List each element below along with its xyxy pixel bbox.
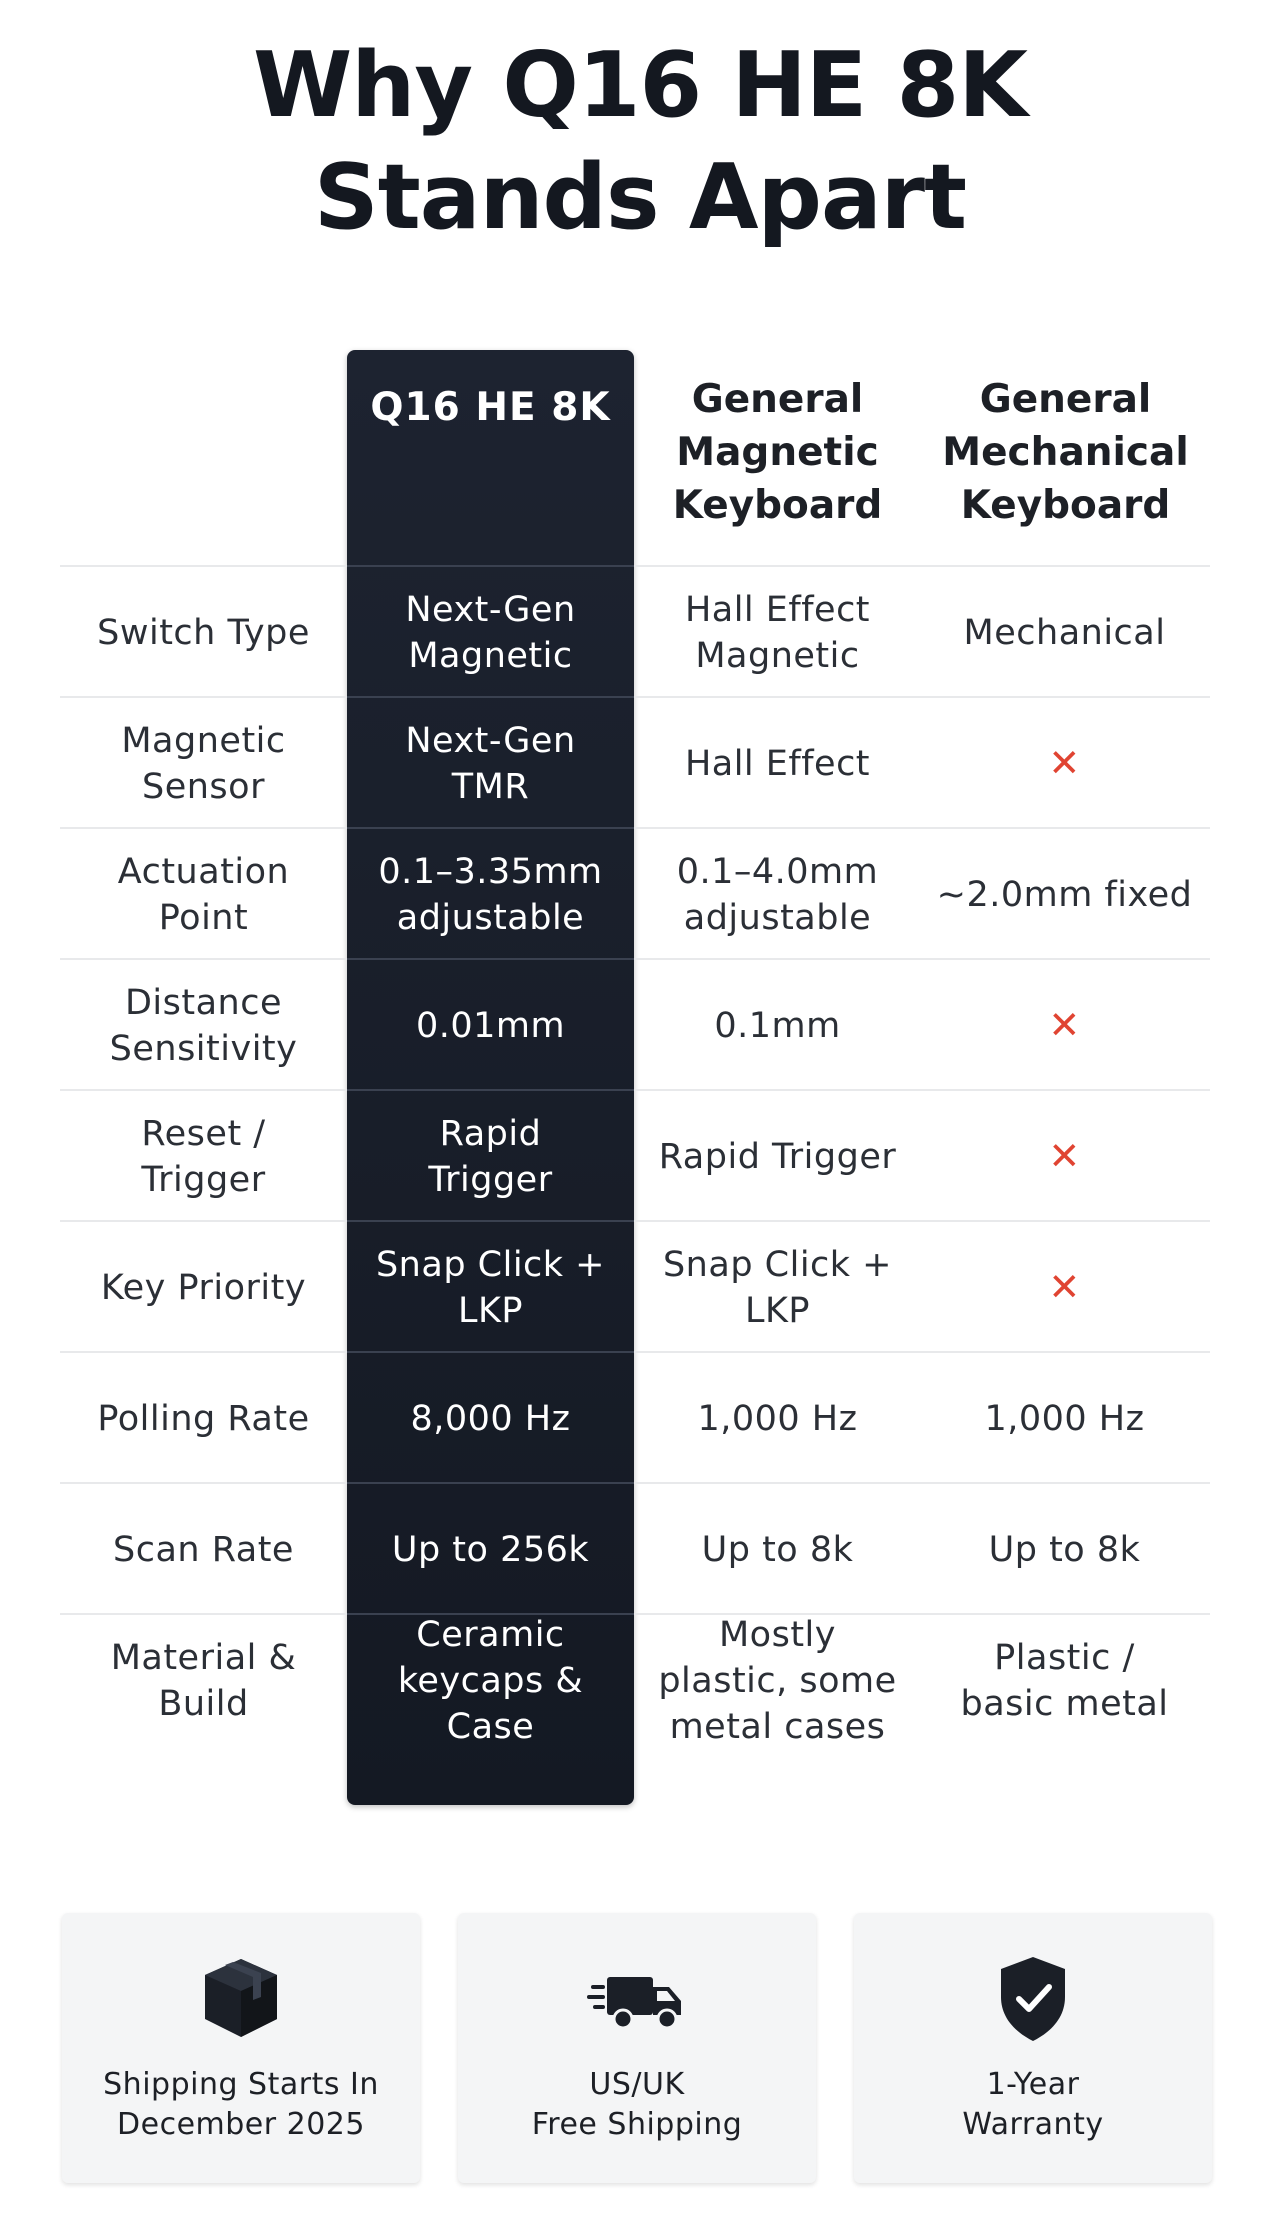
table-row <box>60 696 1210 827</box>
cell-mechanical-line: ~2.0mm fixed <box>936 874 1193 915</box>
cell-q16 <box>347 696 634 829</box>
cell-feature-line: Reset / <box>141 1113 266 1154</box>
cell-magnetic <box>634 1615 921 1746</box>
cell-q16-line: Up to 256k <box>391 1529 590 1570</box>
cell-magnetic <box>634 567 921 698</box>
column-header-mechanical-line-1: General <box>979 377 1152 422</box>
cell-q16 <box>347 1351 634 1484</box>
badge-warranty-line-1: 1-Year <box>986 2067 1080 2102</box>
cell-q16-line: Next-Gen <box>405 720 576 761</box>
column-header-mechanical <box>921 345 1210 560</box>
cell-magnetic-line: Hall Effect <box>684 743 871 784</box>
cell-q16-line: Snap Click + <box>375 1244 606 1285</box>
cell-feature-line: Polling Rate <box>97 1398 310 1439</box>
cell-q16 <box>347 1613 634 1746</box>
cell-mechanical-line: Mechanical <box>963 612 1166 653</box>
cell-feature <box>60 567 347 698</box>
column-header-magnetic <box>634 345 921 560</box>
cell-magnetic-line: Hall Effect <box>684 589 871 630</box>
cell-feature-line: Material & <box>110 1637 297 1678</box>
cell-feature-line: Point <box>158 897 249 938</box>
cell-q16-line: 0.01mm <box>415 1005 566 1046</box>
cell-magnetic-line: adjustable <box>683 897 872 938</box>
cell-magnetic <box>634 960 921 1091</box>
cell-q16-line: Rapid <box>439 1113 542 1154</box>
cell-q16-line: Trigger <box>428 1159 553 1200</box>
table-row <box>60 1089 1210 1220</box>
page-title <box>0 30 1280 254</box>
cell-feature-line: Sensitivity <box>109 1028 298 1069</box>
cell-feature <box>60 960 347 1091</box>
shield-check-icon <box>854 1953 1212 2048</box>
cell-mechanical-line: 1,000 Hz <box>984 1398 1145 1439</box>
title-line-2: Stands Apart <box>313 145 967 250</box>
cell-q16-line: Ceramic <box>416 1614 565 1655</box>
cell-feature-line: Distance <box>124 982 283 1023</box>
cell-q16-line: 8,000 Hz <box>410 1398 571 1439</box>
table-row <box>60 1613 1210 1747</box>
not-supported-icon: ✕ <box>1048 1002 1081 1047</box>
not-supported-icon: ✕ <box>1048 1133 1081 1178</box>
cell-magnetic-line: 0.1mm <box>714 1005 841 1046</box>
benefit-badges <box>62 1913 1212 2183</box>
column-header-mechanical-line-3: Keyboard <box>960 483 1171 528</box>
cell-feature-line: Trigger <box>141 1159 266 1200</box>
cell-q16 <box>347 958 634 1091</box>
cell-magnetic <box>634 1222 921 1353</box>
cell-feature <box>60 1353 347 1484</box>
cell-mechanical-line: Up to 8k <box>988 1529 1141 1570</box>
table-row <box>60 565 1210 696</box>
cell-mechanical <box>921 1091 1208 1222</box>
delivery-truck-icon <box>458 1953 816 2048</box>
column-header-magnetic-line-1: General <box>691 377 864 422</box>
cell-q16 <box>347 1089 634 1222</box>
cell-magnetic <box>634 1484 921 1615</box>
cell-magnetic-line: 1,000 Hz <box>697 1398 858 1439</box>
badge-warranty-line-2: Warranty <box>962 2107 1104 2142</box>
badge-shipping-date-line-1: Shipping Starts In <box>103 2067 379 2102</box>
column-header-mechanical-line-2: Mechanical <box>942 430 1189 475</box>
cell-feature <box>60 829 347 960</box>
cell-feature-line: Key Priority <box>100 1267 307 1308</box>
table-row <box>60 1220 1210 1351</box>
cell-feature-line: Switch Type <box>97 612 310 653</box>
title-line-1: Why Q16 HE 8K <box>253 33 1027 138</box>
table-row <box>60 958 1210 1089</box>
cell-feature <box>60 1091 347 1222</box>
cell-feature-line: Build <box>158 1683 249 1724</box>
cell-magnetic-line: Up to 8k <box>701 1529 854 1570</box>
cell-q16 <box>347 1482 634 1615</box>
column-header-q16 <box>347 345 634 560</box>
cell-q16-line: Magnetic <box>408 635 573 676</box>
cell-mechanical <box>921 829 1208 960</box>
cell-feature-line: Magnetic <box>121 720 286 761</box>
cell-mechanical <box>921 960 1208 1091</box>
cell-magnetic-line: metal cases <box>669 1706 886 1747</box>
badge-free-shipping-line-2: Free Shipping <box>531 2107 743 2142</box>
badge-shipping-date-line-2: December 2025 <box>117 2107 365 2142</box>
table-row <box>60 1351 1210 1482</box>
table-row <box>60 827 1210 958</box>
cell-feature <box>60 1615 347 1746</box>
cell-q16 <box>347 827 634 960</box>
cell-q16-line: 0.1–3.35mm <box>378 851 603 892</box>
cell-magnetic-line: plastic, some <box>658 1660 897 1701</box>
cell-q16-line: TMR <box>451 766 530 807</box>
cell-magnetic-line: 0.1–4.0mm <box>676 851 879 892</box>
column-header-magnetic-line-3: Keyboard <box>672 483 883 528</box>
cell-mechanical <box>921 1353 1208 1484</box>
cell-magnetic-line: Snap Click + <box>662 1244 893 1285</box>
cell-mechanical <box>921 698 1208 829</box>
cell-q16-line: Case <box>446 1706 535 1747</box>
box-icon <box>62 1953 420 2048</box>
not-supported-icon: ✕ <box>1048 1264 1081 1309</box>
cell-q16-line: Next-Gen <box>405 589 576 630</box>
not-supported-icon: ✕ <box>1048 740 1081 785</box>
cell-mechanical <box>921 1222 1208 1353</box>
badge-shipping-date <box>62 1913 420 2183</box>
cell-magnetic <box>634 1091 921 1222</box>
cell-magnetic <box>634 698 921 829</box>
badge-free-shipping <box>458 1913 816 2183</box>
cell-feature <box>60 1222 347 1353</box>
cell-q16-line: LKP <box>457 1290 524 1331</box>
table-row <box>60 1482 1210 1613</box>
cell-feature-line: Actuation <box>117 851 290 892</box>
comparison-table <box>60 345 1210 1810</box>
cell-mechanical-line: Plastic / <box>994 1637 1135 1678</box>
cell-feature-line: Sensor <box>142 766 265 807</box>
cell-magnetic-line: Rapid Trigger <box>658 1136 897 1177</box>
cell-q16-line: adjustable <box>396 897 585 938</box>
badge-warranty <box>854 1913 1212 2183</box>
cell-magnetic <box>634 829 921 960</box>
cell-mechanical <box>921 567 1208 698</box>
badge-free-shipping-line-1: US/UK <box>589 2067 685 2102</box>
cell-q16-line: keycaps & <box>397 1660 584 1701</box>
cell-mechanical-line: basic metal <box>960 1683 1169 1724</box>
column-header-q16-line: Q16 HE 8K <box>370 385 611 430</box>
cell-magnetic-line: Magnetic <box>695 635 860 676</box>
cell-magnetic-line: Mostly <box>718 1614 836 1655</box>
cell-feature-line: Scan Rate <box>113 1529 294 1570</box>
cell-q16 <box>347 1220 634 1353</box>
cell-magnetic <box>634 1353 921 1484</box>
cell-feature <box>60 1484 347 1615</box>
cell-feature <box>60 698 347 829</box>
column-header-magnetic-line-2: Magnetic <box>676 430 879 475</box>
cell-mechanical <box>921 1484 1208 1615</box>
cell-q16 <box>347 565 634 698</box>
cell-mechanical <box>921 1615 1208 1746</box>
cell-magnetic-line: LKP <box>744 1290 811 1331</box>
